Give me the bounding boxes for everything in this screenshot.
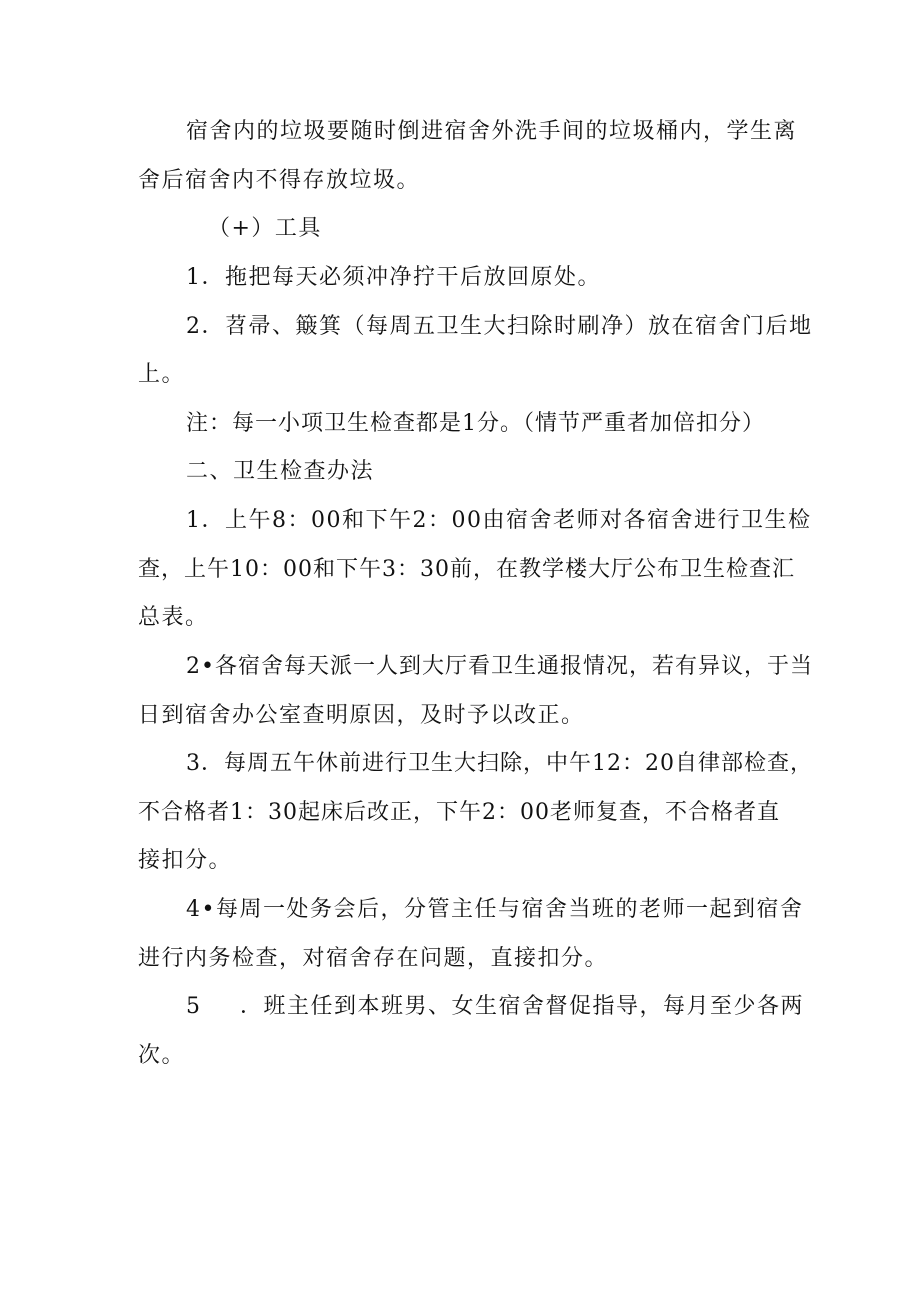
list-item-number: 5 [186, 994, 202, 1019]
list-item: 2•各宿舍每天派一人到大厅看卫生通报情况，若有异议，于当 [186, 654, 813, 679]
list-item-continuation: 总表。 [138, 605, 209, 630]
list-item-continuation: 上。 [138, 362, 186, 387]
list-item: 1．拖把每天必须冲净拧干后放回原处。 [186, 265, 601, 290]
list-item: ．班主任到本班男、女生宿舍督促指导，每月至少各两 [240, 994, 805, 1019]
section-heading-inspection: 二、卫生检查办法 [186, 459, 375, 484]
section-heading-tools: （+）工具 [208, 216, 322, 241]
list-item: 2．苕帚、簸箕（每周五卫生大扫除时刷净）放在宿舍门后地 [186, 314, 813, 339]
list-item-continuation: 查，上午10：00和下午3：30前，在教学楼大厅公布卫生检查汇 [138, 557, 795, 582]
list-item-continuation: 不合格者1：30起床后改正，下午2：00老师复查，不合格者直 [138, 800, 780, 825]
list-item-continuation: 接扣分。 [138, 848, 233, 873]
list-item-continuation: 进行内务检查，对宿舍存在问题，直接扣分。 [138, 946, 609, 971]
paragraph-line: 舍后宿舍内不得存放垃圾。 [138, 168, 421, 193]
list-item: 3．每周五午休前进行卫生大扫除，中午12：20自律部检查， [186, 751, 813, 776]
list-item-continuation: 日到宿舍办公室查明原因，及时予以改正。 [138, 703, 585, 728]
note-line: 注：每一小项卫生检查都是1分。（情节严重者加倍扣分） [186, 411, 765, 436]
list-item: 1．上午8：00和下午2：00由宿舍老师对各宿舍进行卫生检 [186, 508, 812, 533]
paragraph-line: 宿舍内的垃圾要随时倒进宿舍外洗手间的垃圾桶内，学生离 [186, 119, 798, 144]
list-item-continuation: 次。 [138, 1043, 186, 1068]
list-item: 4•每周一处务会后，分管主任与宿舍当班的老师一起到宿舍 [186, 897, 804, 922]
